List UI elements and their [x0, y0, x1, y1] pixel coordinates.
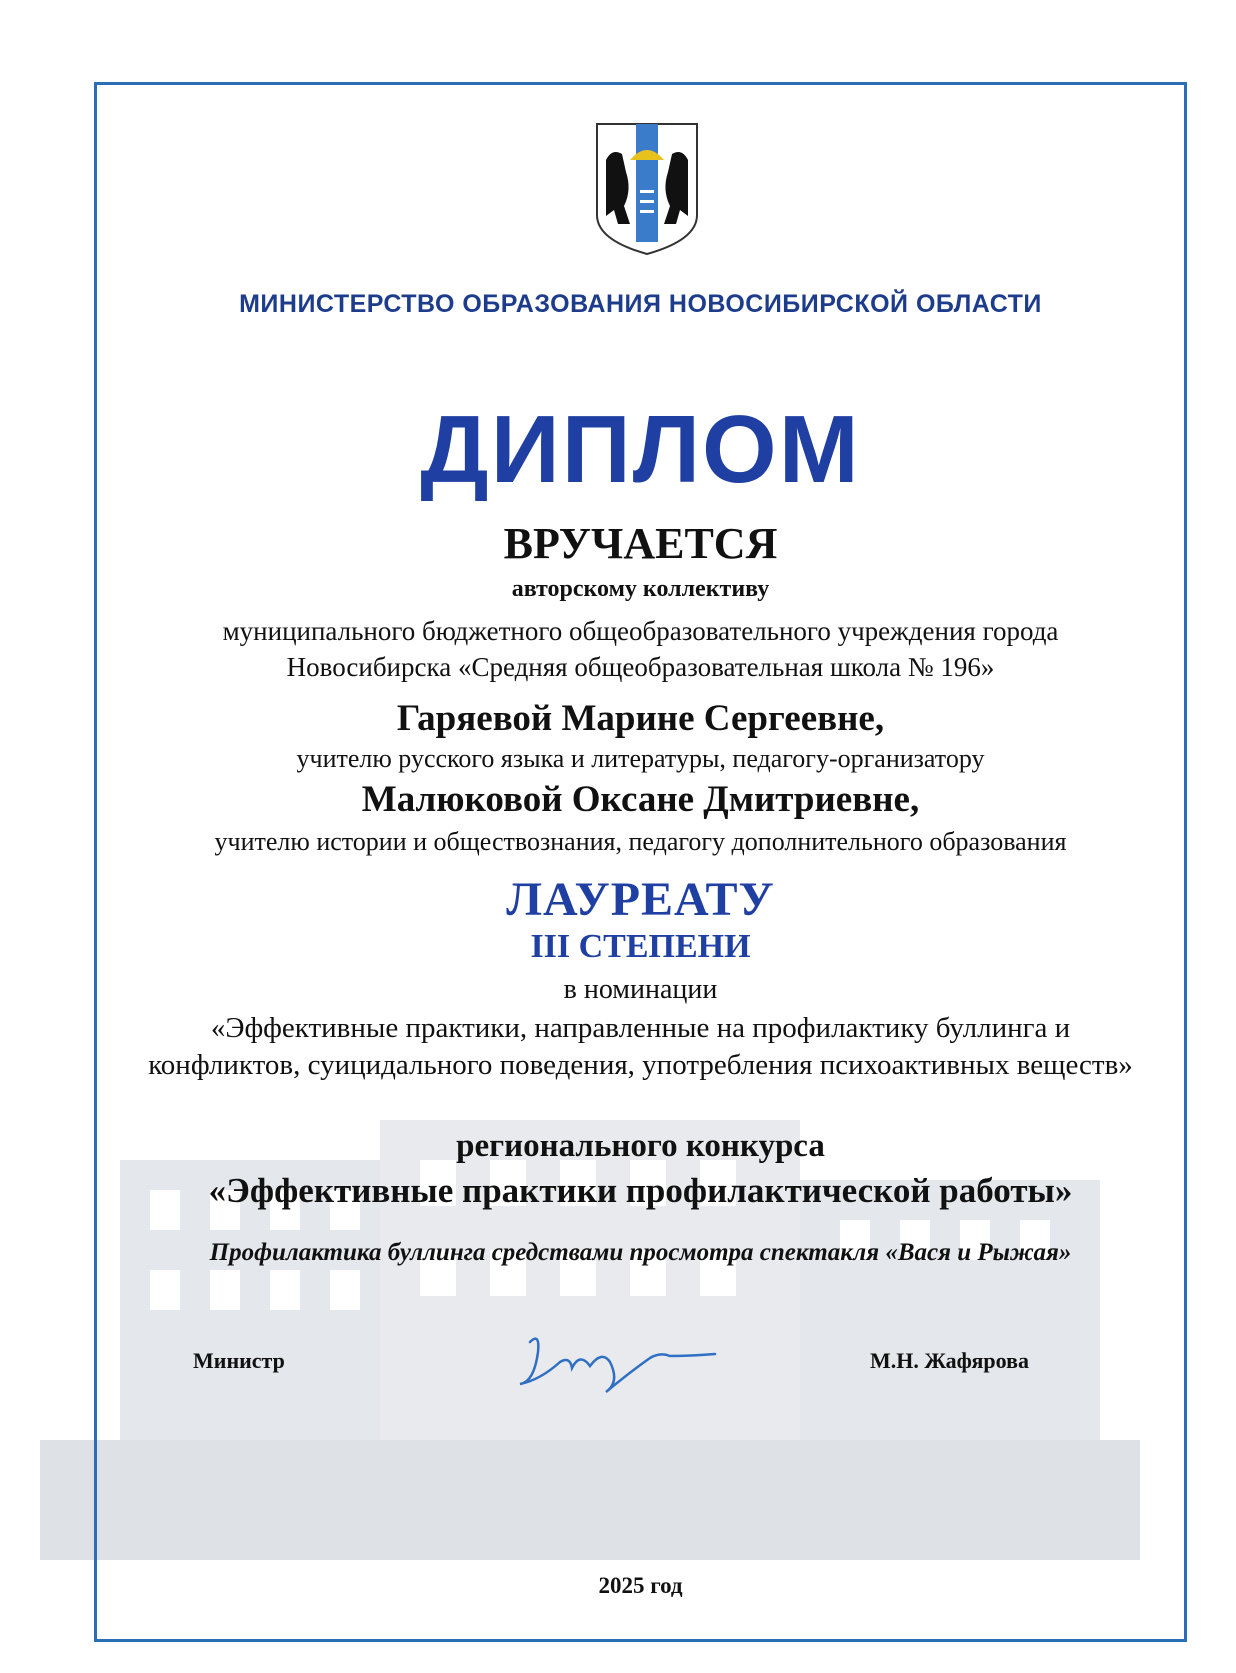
recipient-name-1: Гаряевой Марине Сергеевне,	[396, 698, 885, 739]
recipient-role-1: учителю русского языка и литературы, педагогу-организатору	[296, 744, 985, 773]
signer-position: Министр	[193, 1348, 285, 1373]
novosibirsk-coat-of-arms-icon	[592, 120, 702, 258]
recipient-role-2: учителю истории и обществознания, педагогу дополнительного образования	[214, 827, 1067, 856]
laureate-heading: ЛАУРЕАТУ	[506, 873, 775, 926]
work-title-line: Профилактика буллинга средствами просмотра спектакля «Вася и Рыжая»	[209, 1239, 1072, 1266]
degree-heading: III СТЕПЕНИ	[530, 928, 751, 965]
recipient-name-2: Малюковой Оксане Дмитриевне,	[361, 779, 920, 820]
contest-name: «Эффективные практики профилактической работы»	[208, 1171, 1073, 1210]
institution-line: муниципального бюджетного общеобразовательного учреждения города Новосибирска «Средняя общеобразовательная школа № 196»	[222, 616, 1059, 682]
institution-text	[94, 613, 1187, 685]
contest-label: регионального конкурса	[456, 1128, 825, 1164]
nomination-line: «Эффективные практики, направленные на профилактику буллинга и конфликтов, суицидального поведения, употребления психоактивных веществ»	[148, 1012, 1133, 1081]
nomination-label: в номинации	[563, 974, 718, 1005]
nomination-text	[94, 1010, 1187, 1084]
awarded-heading: ВРУЧАЕТСЯ	[503, 519, 778, 568]
ministry-name: МИНИСТЕРСТВО ОБРАЗОВАНИЯ НОВОСИБИРСКОЙ ОБЛАСТИ	[239, 290, 1042, 318]
collective-line: авторскому коллективу	[511, 576, 770, 602]
work-title	[94, 1237, 1187, 1269]
year-line: 2025 год	[598, 1573, 683, 1598]
diploma-title: ДИПЛОМ	[420, 396, 861, 503]
handwritten-signature-icon	[510, 1322, 720, 1402]
signer-name: М.Н. Жафярова	[870, 1348, 1029, 1373]
